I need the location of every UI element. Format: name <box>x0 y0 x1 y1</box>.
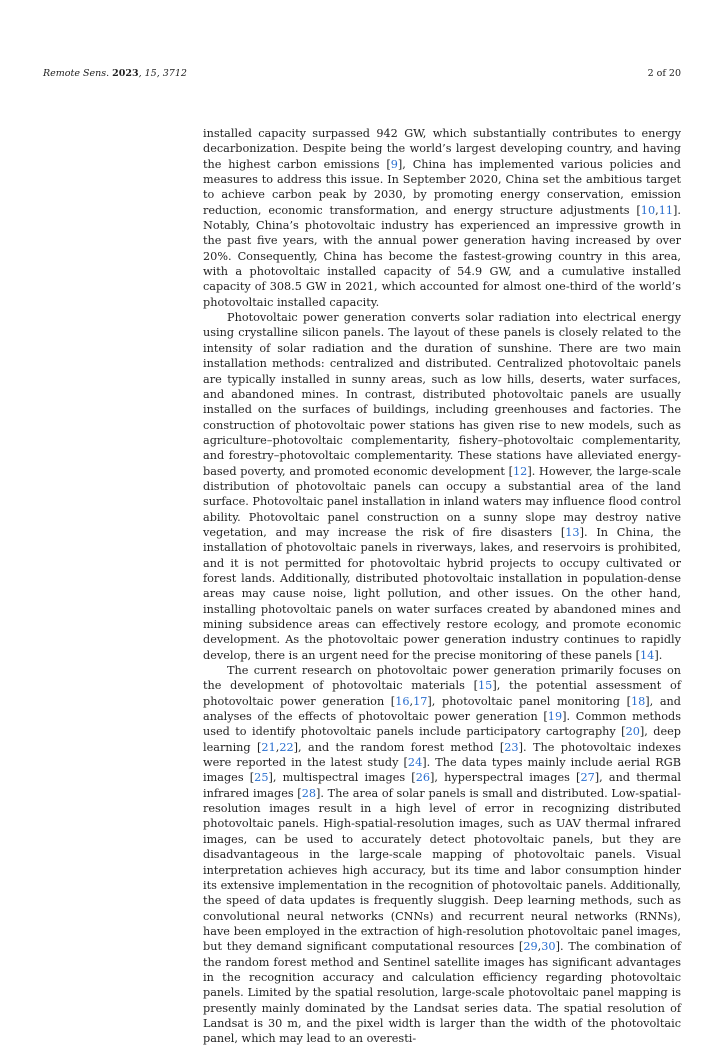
citation-link[interactable]: 13 <box>565 525 580 539</box>
citation-link[interactable]: 26 <box>415 771 431 785</box>
citation-link[interactable]: 10 <box>640 203 656 217</box>
citation-link[interactable]: 23 <box>504 740 519 754</box>
page-number: 2 of 20 <box>647 68 681 79</box>
citation-link[interactable]: 14 <box>639 648 655 662</box>
citation-link[interactable]: 15 <box>477 679 493 693</box>
journal-year: 2023 <box>112 68 139 79</box>
paragraph-2: Photovoltaic power generation converts solar radiation into electrical energy using crystalline silicon panels. The layout of these panels is closely related to the intensity of solar radiation and the duration of sunshine. There are two main installation methods: centralized and distributed. Centralized photovoltaic panels are typically installed in sunny areas, such as low hills, deserts, water surfaces, and abandoned mines. In contrast, distributed photovoltaic panels are usually installed on the surfaces of buildings, including greenhouses and factories. The construction of photovoltaic power stations has given rise to new models, such as agriculture–photovoltaic complementarity, fishery–photovoltaic complementarity, and forestry–photovoltaic complementarity. These stations have alleviated energy-based poverty, and promoted economic development [12]. However, the large-scale distribution of photovoltaic panels can occupy a substantial area of the land surface. Photovoltaic panel installation in inland waters may influence flood control ability. Photovoltaic panel construction on a sunny slope may destroy native vegetation, and may increase the risk of fire disasters [13]. In China, the installation of photovoltaic panels in riverways, lakes, and reservoirs is prohibited, and it is not permitted for photovoltaic hybrid projects to occupy cultivated or forest lands. Additionally, distributed photovoltaic installation in population-dense areas may cause noise, light pollution, and other issues. On the other hand, installing photovoltaic panels on water surfaces created by abandoned mines and mining subsidence areas can effectively restore ecology, and promote economic development. As the photovoltaic power generation industry continues to rapidly develop, there is an urgent need for the precise monitoring of these panels [14]. <box>203 311 681 662</box>
citation-link[interactable]: 25 <box>254 771 269 785</box>
page-header <box>43 66 681 82</box>
citation-link[interactable]: 30 <box>541 940 556 954</box>
journal-volume: , 15, 3712 <box>138 68 187 79</box>
citation-link[interactable]: 16 <box>395 694 410 708</box>
citation-link[interactable]: 29 <box>523 940 538 954</box>
citation-link[interactable]: 22 <box>279 740 294 754</box>
paragraph-1: installed capacity surpassed 942 GW, which substantially contributes to energy decarbonization. Despite being the world’s largest developing country, and having the highest carbon emissions [9], China has implemented various policies and measures to address this issue. In September 2020, China set the ambitious target to achieve carbon peak by 2030, by promoting energy conservation, emission reduction, economic transformation, and energy structure adjustments [10,11]. Notably, China’s photovoltaic industry has experienced an impressive growth in the past five years, with the annual power generation having increased by over 20%. Consequently, China has become the fastest-growing country in this area, with a photovoltaic installed capacity of 54.9 GW, and a cumulative installed capacity of 308.5 GW in 2021, which accounted for almost one-third of the world’s photovoltaic installed capacity. <box>203 127 682 309</box>
citation-link[interactable]: 28 <box>301 786 317 800</box>
citation-link[interactable]: 21 <box>261 740 276 754</box>
citation-link[interactable]: 17 <box>413 694 428 708</box>
journal-citation <box>43 66 187 82</box>
citation-link[interactable]: 18 <box>630 694 646 708</box>
main-text <box>203 126 681 1047</box>
citation-link[interactable]: 19 <box>547 710 563 724</box>
citation-link[interactable]: 24 <box>407 756 423 770</box>
citation-link[interactable]: 9 <box>390 157 398 171</box>
paragraph-3: The current research on photovoltaic power generation primarily focuses on the development of photovoltaic materials [15], the potential assessment of photovoltaic power generation [16,17], photovoltaic panel monitoring [18], and analyses of the effects of photovoltaic power generation [19]. Common methods used to identify photovoltaic panels include participatory cartography [20], deep learning [21,22], and the random forest method [23]. The photovoltaic indexes were reported in the latest study [24]. The data types mainly include aerial RGB images [25], multispectral images [26], hyperspectral images [27], and thermal infrared images [28]. The area of solar panels is small and distributed. Low-spatial-resolution images result in a high level of error in recognizing distributed photovoltaic panels. High-spatial-resolution images, such as UAV thermal infrared images, can be used to accurately detect photovoltaic panels, but they are disadvantageous in the large-scale mapping of photovoltaic panels. Visual interpretation achieves high accuracy, but its time and labor consumption hinder its extensive implementation in the recognition of photovoltaic panels. Additionally, the speed of data updates is frequently sluggish. Deep learning methods, such as convolutional neural networks (CNNs) and recurrent neural networks (RNNs), have been employed in the extraction of high-resolution photovoltaic panel images, but they demand significant computational resources [29,30]. The combination of the random forest method and Sentinel satellite images has significant advantages in the recognition accuracy and calculation efficiency regarding photovoltaic panels. Limited by the spatial resolution, large-scale photovoltaic panel mapping is presently mainly dominated by the Landsat series data. The spatial resolution of Landsat is 30 m, and the pixel width is larger than the width of the photovoltaic panel, which may lead to an overesti- <box>203 664 682 1046</box>
citation-link[interactable]: 27 <box>580 771 595 785</box>
citation-link[interactable]: 20 <box>625 725 640 739</box>
citation-link[interactable]: 11 <box>658 203 674 217</box>
journal-name: Remote Sens. <box>43 68 110 79</box>
citation-link[interactable]: 12 <box>513 464 528 478</box>
